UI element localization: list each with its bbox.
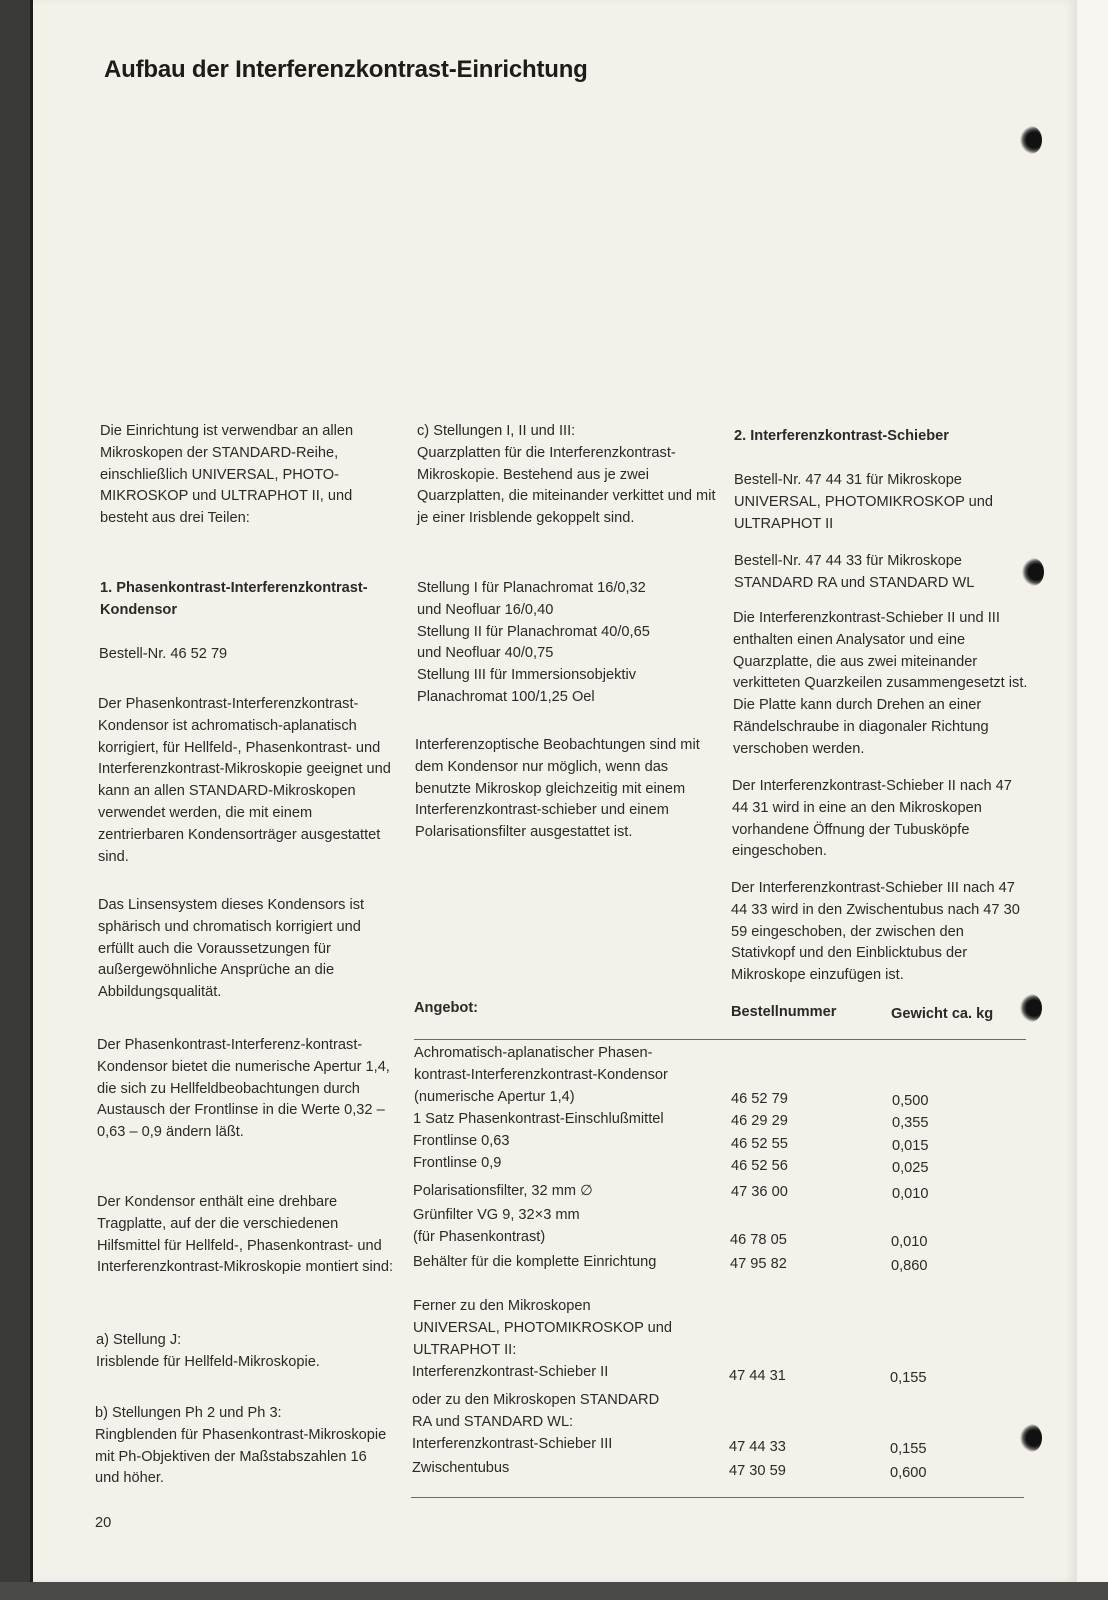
table-item-text: Frontlinse 0,9 bbox=[413, 1155, 502, 1171]
paragraph: Der Kondensor enthält eine drehbare Tragplatte, auf der die verschiedenen Hilfsmittel für Hellfeld-, Phasenkontrast- und Interferenzkontrast-Mikroskopie montiert sind: bbox=[97, 1194, 394, 1276]
table-order-number: 47 30 59 bbox=[729, 1463, 786, 1479]
table-item-text: RA und STANDARD WL: bbox=[412, 1414, 574, 1430]
paragraph: Der Phasenkontrast-Interferenzkontrast-Kondensor ist achromatisch-aplanatisch korrigiert, für Hellfeld-, Phasenkontrast- und Interferenzkontrast-Mikroskopie geeignet und kann an allen STANDARD-Mikroskopen verwendet werden, die mit einem zentrierbaren Kondensorträger ausgestattet sind. bbox=[98, 696, 391, 865]
table-item-text: kontrast-Interferenzkontrast-Kondensor bbox=[414, 1067, 668, 1083]
punch-hole-icon bbox=[1020, 126, 1042, 154]
table-header-number: Bestellnummer bbox=[731, 1004, 837, 1020]
paragraph: Die Interferenzkontrast-Schieber II und III enthalten einen Analysator und eine Quarzplatte, die aus zwei miteinander verkitteten Quarzkeilen zusammengesetzt ist. Die Platte kann durch Drehen an einer Rändelschraube in diagonaler Richtung verschoben werden. bbox=[733, 610, 1028, 757]
table-header-item: Angebot: bbox=[414, 1000, 479, 1016]
scan-bottom-edge bbox=[0, 1582, 1108, 1600]
section-1-heading: 1. Phasenkontrast-Interferenzkontrast-Kondensor bbox=[100, 580, 368, 618]
page-title: Aufbau der Interferenzkontrast-Einrichtung bbox=[104, 56, 588, 83]
paragraph: Der Interferenzkontrast-Schieber II nach 47 44 31 wird in eine an den Mikroskopen vorhandene Öffnung der Tubusköpfe eingeschoben. bbox=[732, 778, 1012, 860]
order-number: Bestell-Nr. 47 44 33 für Mikroskope STANDARD RA und STANDARD WL bbox=[734, 553, 975, 591]
list-item-b bbox=[95, 1403, 395, 1490]
table-order-number: 46 52 79 bbox=[731, 1091, 788, 1107]
table-item-text: UNIVERSAL, PHOTOMIKROSKOP und bbox=[413, 1320, 672, 1336]
table-weight: 0,155 bbox=[890, 1370, 927, 1386]
list-item-text: Irisblende für Hellfeld-Mikroskopie. bbox=[96, 1353, 320, 1370]
table-item-text: Frontlinse 0,63 bbox=[413, 1133, 510, 1149]
list-item-a bbox=[96, 1330, 396, 1374]
table-order-number: 46 78 05 bbox=[730, 1232, 787, 1248]
position-list bbox=[417, 578, 717, 709]
table-item-text: Zwischentubus bbox=[412, 1460, 510, 1476]
position-line: Stellung I für Planachromat 16/0,32 bbox=[417, 580, 646, 596]
punch-hole-icon bbox=[1022, 558, 1044, 586]
table-item-text: (für Phasenkontrast) bbox=[413, 1229, 546, 1245]
table-item-text: Achromatisch-aplanatischer Phasen- bbox=[414, 1045, 653, 1061]
table-order-number: 47 95 82 bbox=[730, 1256, 787, 1272]
table-weight: 0,155 bbox=[890, 1441, 927, 1457]
order-number: Bestell-Nr. 47 44 31 für Mikroskope UNIVERSAL, PHOTOMIKROSKOP und ULTRAPHOT II bbox=[734, 472, 993, 532]
list-item-c bbox=[417, 421, 717, 530]
table-header-weight: Gewicht ca. kg bbox=[891, 1006, 994, 1022]
punch-hole-icon bbox=[1020, 1424, 1042, 1452]
table-item-text: Interferenzkontrast-Schieber III bbox=[412, 1436, 613, 1452]
table-weight: 0,010 bbox=[891, 1234, 928, 1250]
punch-hole-icon bbox=[1020, 994, 1042, 1022]
table-order-number: 47 44 31 bbox=[729, 1368, 786, 1384]
table-item-text: Interferenzkontrast-Schieber II bbox=[412, 1364, 609, 1380]
list-item-label: c) Stellungen I, II und III: bbox=[417, 423, 576, 439]
table-weight: 0,015 bbox=[892, 1138, 929, 1154]
position-line: und Neofluar 16/0,40 bbox=[417, 601, 554, 618]
list-item-label: b) Stellungen Ph 2 und Ph 3: bbox=[95, 1405, 282, 1421]
table-order-number: 47 44 33 bbox=[729, 1439, 786, 1455]
position-line: Stellung III für Immersionsobjektiv bbox=[417, 667, 636, 684]
table-item-text: Polarisationsfilter, 32 mm ∅ bbox=[413, 1183, 593, 1199]
order-number: Bestell-Nr. 46 52 79 bbox=[99, 646, 228, 662]
page-edge bbox=[1077, 0, 1108, 1582]
list-item-label: a) Stellung J: bbox=[96, 1332, 182, 1348]
list-item-text: Ringblenden für Phasenkontrast-Mikroskopie mit Ph-Objektiven der Maßstabszahlen 16 und höher. bbox=[95, 1426, 387, 1487]
position-line: Stellung II für Planachromat 40/0,65 bbox=[417, 623, 650, 640]
table-item-text: Ferner zu den Mikroskopen bbox=[413, 1298, 591, 1314]
table-weight: 0,355 bbox=[892, 1115, 929, 1131]
table-item-text: oder zu den Mikroskopen STANDARD bbox=[412, 1392, 660, 1408]
page-number: 20 bbox=[95, 1515, 112, 1531]
table-item-text: (numerische Apertur 1,4) bbox=[414, 1089, 575, 1105]
table-weight: 0,010 bbox=[892, 1186, 929, 1202]
section-2-heading: 2. Interferenzkontrast-Schieber bbox=[734, 428, 949, 444]
list-item-text: Quarzplatten für die Interferenzkontrast-Mikroskopie. Bestehend aus je zwei Quarzplatten, die miteinander verkittet und mit je einer Irisblende gekoppelt sind. bbox=[417, 444, 716, 527]
paragraph: Interferenzoptische Beobachtungen sind mit dem Kondensor nur möglich, wenn das benutzte Mikroskop gleichzeitig mit einem Interferenzkontrast-schieber und einem Polarisationsfilter ausgestattet ist. bbox=[415, 737, 700, 841]
intro-paragraph: Die Einrichtung ist verwendbar an allen Mikroskopen der STANDARD-Reihe, einschließlich UNIVERSAL, PHOTO-MIKROSKOP und ULTRAPHOT II, und besteht aus drei Teilen: bbox=[100, 423, 354, 527]
table-weight: 0,860 bbox=[891, 1258, 928, 1274]
table-weight: 0,025 bbox=[892, 1160, 929, 1176]
table-order-number: 46 52 56 bbox=[731, 1158, 788, 1174]
paragraph: Der Interferenzkontrast-Schieber III nach 47 44 33 wird in den Zwischentubus nach 47 30 59 eingeschoben, der zwischen den Stativkopf und den Einblicktubus der Mikroskope einzufügen ist. bbox=[731, 880, 1020, 984]
table-rule-bottom bbox=[411, 1497, 1024, 1498]
table-order-number: 46 29 29 bbox=[731, 1113, 788, 1129]
table-order-number: 47 36 00 bbox=[731, 1184, 788, 1200]
table-weight: 0,600 bbox=[890, 1465, 927, 1481]
column-1 bbox=[100, 421, 400, 530]
table-order-number: 46 52 55 bbox=[731, 1136, 788, 1152]
table-item-text: Behälter für die komplette Einrichtung bbox=[413, 1254, 657, 1270]
table-item-text: Grünfilter VG 9, 32×3 mm bbox=[413, 1207, 580, 1223]
table-rule-top bbox=[414, 1039, 1026, 1040]
table-weight: 0,500 bbox=[892, 1093, 929, 1109]
position-line: Planachromat 100/1,25 Oel bbox=[417, 688, 595, 705]
paragraph: Der Phasenkontrast-Interferenz-kontrast-Kondensor bietet die numerische Apertur 1,4, die sich zu Hellfeldbeobachtungen durch Austausch der Frontlinse in die Werte 0,32 – 0,63 – 0,9 ändern läßt. bbox=[97, 1037, 390, 1141]
position-line: und Neofluar 40/0,75 bbox=[417, 645, 554, 662]
table-item-text: ULTRAPHOT II: bbox=[413, 1342, 517, 1358]
table-item-text: 1 Satz Phasenkontrast-Einschlußmittel bbox=[413, 1111, 664, 1127]
paragraph: Das Linsensystem dieses Kondensors ist sphärisch und chromatisch korrigiert und erfüllt auch die Voraussetzungen für außergewöhnliche Ansprüche an die Abbildungsqualität. bbox=[98, 897, 365, 1001]
